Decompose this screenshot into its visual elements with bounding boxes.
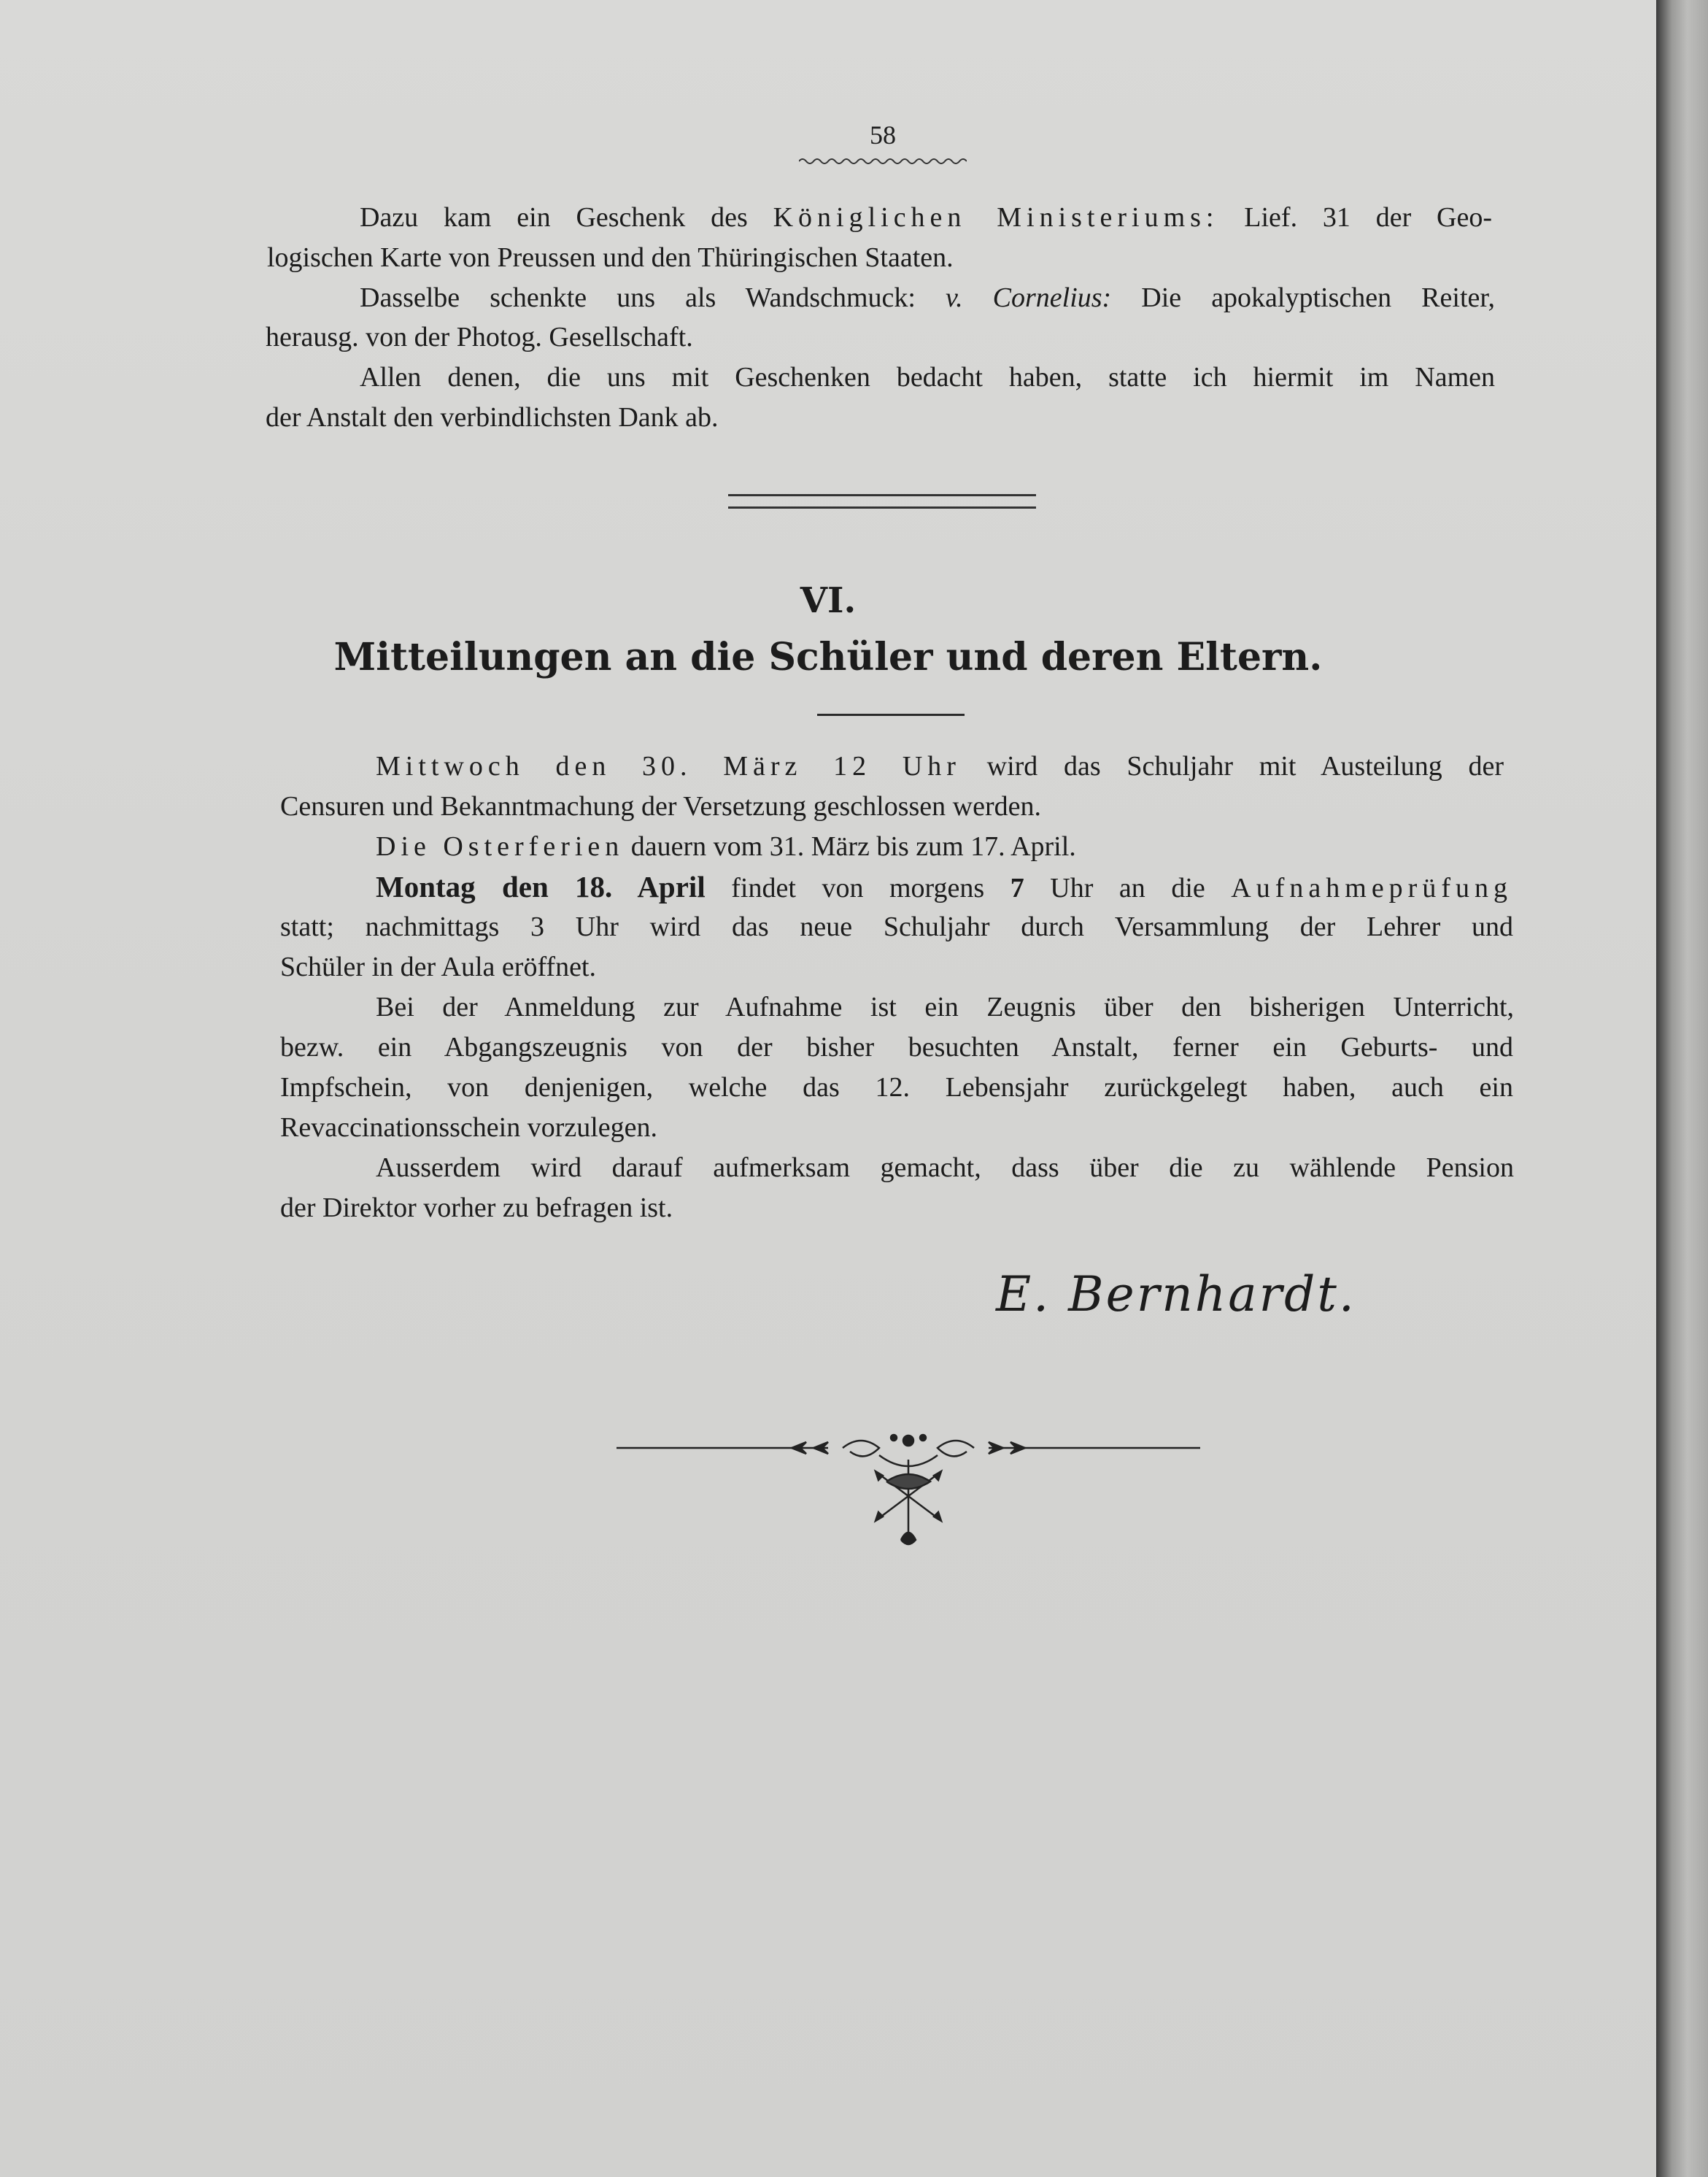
- signature: E. Bernhardt.: [996, 1266, 1356, 1322]
- wavy-rule: [799, 156, 967, 166]
- body-p2-line-1: Die Osterferien dauern vom 31. März bis zum 17. April.: [376, 831, 1076, 862]
- body-p5-line-1: Ausserdem wird darauf aufmerksam gemacht, dass über die zu wählende Pension: [376, 1152, 1514, 1183]
- short-rule: [817, 714, 965, 716]
- body-p3-line-1: Montag den 18. April findet von morgens 7 Uhr an die Aufnahmeprüfung: [376, 870, 1512, 903]
- body-p3-line-2: statt; nachmittags 3 Uhr wird das neue Schuljahr durch Versammlung der Lehrer und: [280, 912, 1513, 942]
- body-p4-line-1: Bei der Anmeldung zur Aufnahme ist ein Zeugnis über den bisherigen Unterricht,: [376, 992, 1514, 1022]
- body-p4-line-4: Revaccinationsschein vorzulegen.: [280, 1112, 658, 1143]
- section-title: Mitteilungen an die Schüler und deren Eltern.: [333, 635, 1323, 679]
- wall-decoration-line-2: herausg. von der Photog. Gesellschaft.: [266, 322, 693, 352]
- gift-paragraph-line-2: logischen Karte von Preussen und den Thüringischen Staaten.: [267, 242, 954, 273]
- thanks-line-2: der Anstalt den verbindlichsten Dank ab.: [266, 402, 719, 433]
- gift-paragraph-line-1: Dazu kam ein Geschenk des Königlichen Ministeriums: Lief. 31 der Geo-: [360, 202, 1492, 233]
- section-number: VI.: [800, 580, 857, 621]
- thanks-line-1: Allen denen, die uns mit Geschenken bedacht haben, statte ich hiermit im Namen: [360, 362, 1495, 393]
- double-rule: [728, 494, 1036, 509]
- body-p1-line-2: Censuren und Bekanntmachung der Versetzung geschlossen werden.: [280, 791, 1041, 822]
- body-p5-line-2: der Direktor vorher zu befragen ist.: [280, 1192, 673, 1223]
- body-p4-line-2: bezw. ein Abgangszeugnis von der bisher besuchten Anstalt, ferner ein Geburts- und: [280, 1032, 1513, 1063]
- ornament-icon: [617, 1430, 1200, 1554]
- body-p1-line-1: Mittwoch den 30. März 12 Uhr wird das Schuljahr mit Austeilung der: [376, 751, 1504, 782]
- page-number: 58: [870, 120, 896, 150]
- body-p3-line-3: Schüler in der Aula eröffnet.: [280, 952, 596, 982]
- wall-decoration-line-1: Dasselbe schenkte uns als Wandschmuck: v. Cornelius: Die apokalyptischen Reiter,: [360, 282, 1496, 313]
- page-edge: [1656, 0, 1708, 2177]
- body-p4-line-3: Impfschein, von denjenigen, welche das 12. Lebensjahr zurückgelegt haben, auch ein: [280, 1072, 1513, 1103]
